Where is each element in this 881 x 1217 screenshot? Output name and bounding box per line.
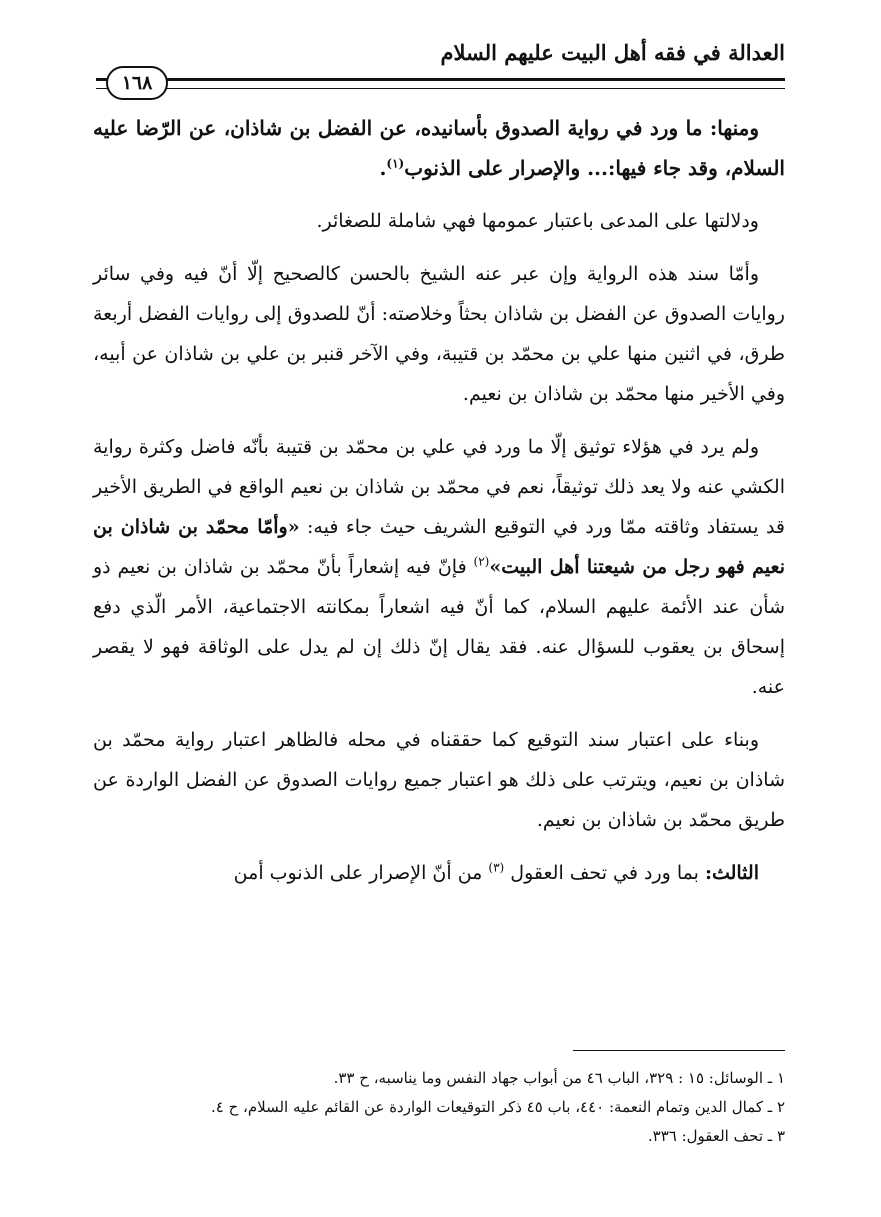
footnote-ref-1[interactable]: (١)	[386, 156, 405, 171]
paragraph-1-tail: .	[379, 156, 387, 180]
page-number: ١٦٨	[106, 66, 168, 100]
paragraph-4	[93, 427, 785, 707]
tawqi-quote: «وأمّا محمّد بن شاذان بن نعيم فهو رجل من شيعتنا أهل البيت»	[93, 516, 785, 578]
paragraph-5: وبناء على اعتبار سند التوقيع كما حققناه في محله فالظاهر اعتبار رواية محمّد بن شاذان بن نعيم، ويترتب على ذلك هو اعتبار جميع روايات الصدوق عن الفضل الواردة عن طريق محمّد بن شاذان بن نعيم.	[93, 729, 785, 831]
paragraph-6	[93, 853, 785, 893]
paragraph-4-part1: ولم يرد في هؤلاء توثيق إلّا ما ورد في علي بن محمّد بن قتيبة بأنّه فاضل وكثرة رواية الكشي عنه ولا يعد ذلك توثيقاً، نعم في محمّد بن شاذان بن نعيم الواقع في الطريق الأخير قد يستفاد وثاقته ممّا ورد في التوقيع الشريف حيث جاء فيه:	[93, 436, 785, 538]
section-lead-third: الثالث:	[704, 862, 759, 884]
paragraph-4-part2: فإنّ فيه إشعاراً بأنّ محمّد بن شاذان بن نعيم ذو شأن عند الأئمة عليهم السلام، كما أنّ فيه اشعاراً بمكانته الاجتماعية، الأمر الّذي دفع إسحاق بن يعقوب للسؤال عنه. فقد يقال إنّ ذلك إن لم يدل على الوثاقة فهو لا يقصر عنه.	[93, 556, 785, 698]
running-header-title: العدالة في فقه أهل البيت عليهم السلام	[440, 40, 785, 65]
paragraph-6-part1: بما ورد في تحف العقول	[504, 862, 705, 884]
footnote-1: ١ ـ الوسائل: ١٥ : ٣٢٩، الباب ٤٦ من أبواب جهاد النفس وما يناسبه، ح ٣٣.	[333, 1069, 785, 1087]
footnote-separator	[573, 1050, 785, 1051]
paragraph-2: ودلالتها على المدعى باعتبار عمومها فهي شاملة للصغائر.	[316, 210, 759, 232]
footnotes	[93, 1064, 785, 1151]
footnote-ref-3[interactable]: (٣)	[488, 860, 505, 875]
paragraph-1-text: ومنها: ما ورد في رواية الصدوق بأسانيده، عن الفضل بن شاذان، عن الرّضا عليه السلام، وقد جاء فيها:... والإصرار على الذنوب	[93, 116, 785, 180]
footnote-3: ٣ ـ تحف العقول: ٣٣٦.	[647, 1127, 785, 1145]
footnote-ref-2[interactable]: (٢)	[473, 554, 490, 569]
paragraph-1	[93, 108, 785, 188]
footnote-2: ٢ ـ كمال الدين وتمام النعمة: ٤٤٠، باب ٤٥ ذكر التوقيعات الواردة عن القائم عليه السلام، ح ٤.	[210, 1098, 785, 1116]
header-rule-thick	[96, 78, 785, 81]
header-rule-thin	[96, 88, 785, 89]
body-text	[93, 108, 785, 906]
paragraph-6-part2: من أنّ الإصرار على الذنوب أمن	[233, 862, 489, 884]
paragraph-3: وأمّا سند هذه الرواية وإن عبر عنه الشيخ بالحسن كالصحيح إلّا أنّ فيه وفي سائر روايات الصدوق عن الفضل بن شاذان بحثاً وخلاصته: أنّ للصدوق إلى روايات الفضل أربعة طرق، في اثنين منها علي بن محمّد بن قتيبة، وفي الآخر قنبر بن علي بن شاذان عن أبيه، وفي الأخير منها محمّد بن شاذان بن نعيم.	[93, 263, 785, 405]
